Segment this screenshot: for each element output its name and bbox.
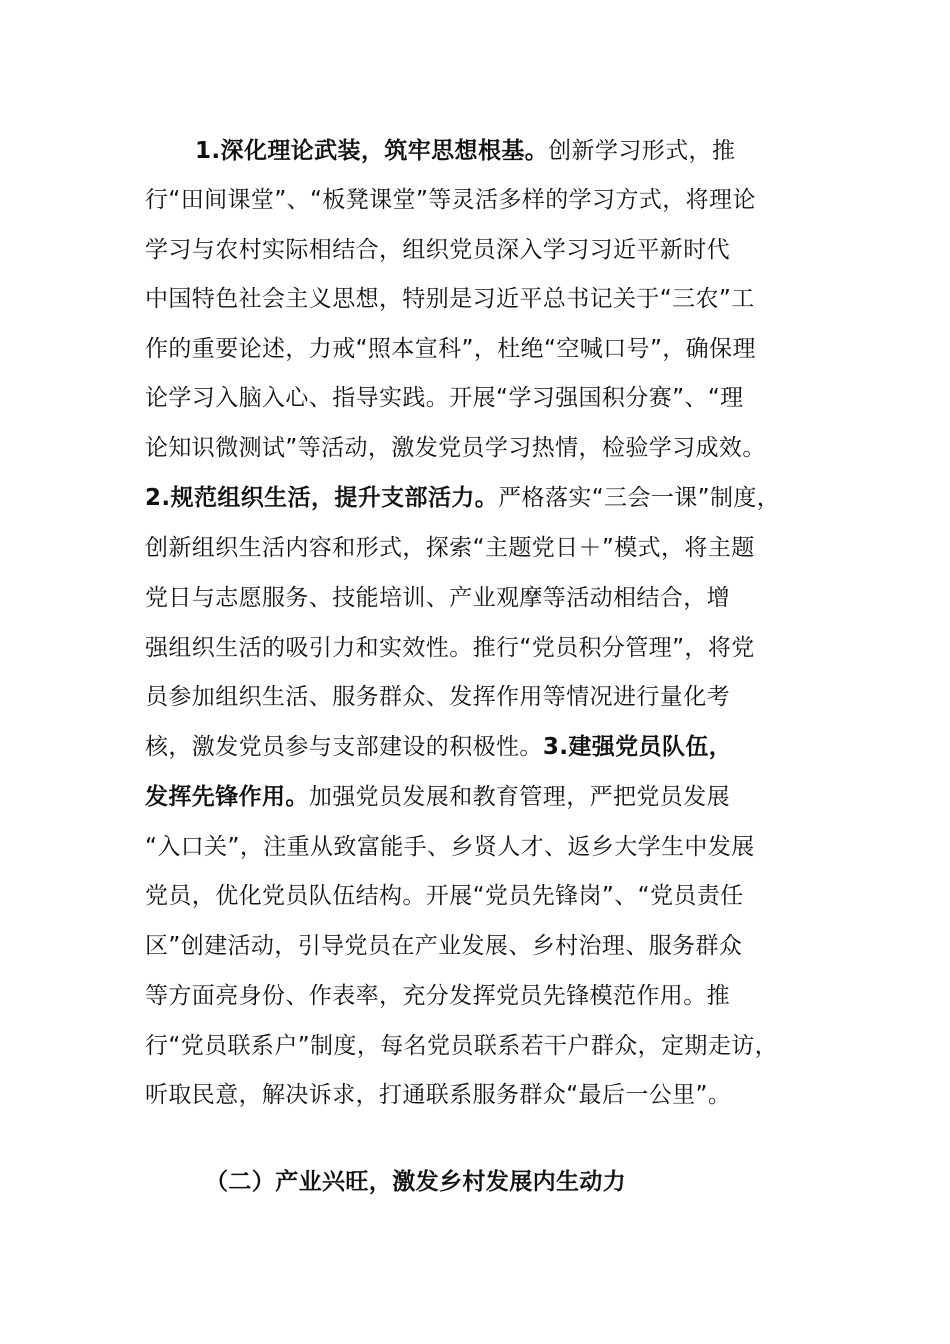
line-text: 创新组织生活内容和形式，探索“主题党日＋”模式，将主题 [145, 535, 755, 561]
text-line [145, 430, 766, 466]
line-text: 行“党员联系户”制度，每名党员联系若干户群众，定期走访， [145, 1033, 779, 1059]
text-line [145, 380, 744, 416]
line-text: 论学习入脑入心、指导实践。开展“学习强国积分赛”、“理 [145, 385, 744, 411]
text-line [145, 580, 730, 616]
line-text: 党日与志愿服务、技能培训、产业观摩等活动相结合，增 [145, 585, 730, 611]
line-text: 强组织生活的吸引力和实效性。推行“党员积分管理”，将党 [145, 635, 755, 661]
line-text: 严格落实“三会一课”制度， [498, 485, 781, 511]
point-heading: 3.建强党员队伍， [542, 734, 733, 760]
point-heading: 发挥先锋作用。 [145, 784, 309, 810]
text-line [145, 729, 732, 765]
text-line [145, 281, 755, 317]
line-text: 论知识微测试”等活动，激发党员学习热情，检验学习成效。 [145, 435, 766, 461]
line-text: 区”创建活动，引导党员在产业发展、乡村治理、服务群众 [145, 933, 743, 959]
point-heading: 2.规范组织生活，提升支部活力。 [145, 485, 499, 511]
line-text: 核，激发党员参与支部建设的积极性。 [145, 734, 543, 760]
text-line [145, 1077, 731, 1113]
line-text: 作的重要论述，力戒“照本宣科”，杜绝“空喊口号”，确保理 [145, 336, 756, 362]
point-heading: 1.深化理论武装，筑牢思想根基。 [195, 138, 549, 164]
line-text: 行“田间课堂”、“板凳课堂”等灵活多样的学习方式，将理论 [145, 187, 756, 213]
text-line [145, 679, 730, 715]
text-line [145, 829, 755, 865]
text-line [145, 182, 756, 218]
text-line [145, 978, 730, 1014]
text-line [145, 928, 742, 964]
text-line [145, 878, 744, 914]
text-line [145, 779, 730, 815]
line-text: 创新学习形式，推 [548, 138, 736, 164]
line-text: 党员，优化党员队伍结构。开展“党员先锋岗”、“党员责任 [145, 883, 744, 909]
line-text: 学习与农村实际相结合，组织党员深入学习习近平新时代 [145, 237, 730, 263]
section-heading: （二）产业兴旺，激发乡村发展内生动力 [205, 1169, 627, 1195]
text-line [145, 530, 755, 566]
text-line [145, 630, 755, 666]
line-text: 中国特色社会主义思想，特别是习近平总书记关于“三农”工 [145, 286, 755, 312]
text-line [145, 331, 756, 367]
text-line [195, 133, 735, 169]
line-text: 加强党员发展和教育管理，严把党员发展 [308, 784, 731, 810]
line-text: 员参加组织生活、服务群众、发挥作用等情况进行量化考 [145, 684, 730, 710]
line-text: 听取民意，解决诉求，打通联系服务群众“最后一公里”。 [145, 1082, 732, 1108]
text-line [145, 1028, 778, 1064]
text-line [145, 480, 780, 516]
line-text: 等方面亮身份、作表率，充分发挥党员先锋模范作用。推 [145, 983, 730, 1009]
line-text: “入口关”，注重从致富能手、乡贤人才、返乡大学生中发展 [145, 834, 755, 860]
text-line [145, 232, 730, 268]
